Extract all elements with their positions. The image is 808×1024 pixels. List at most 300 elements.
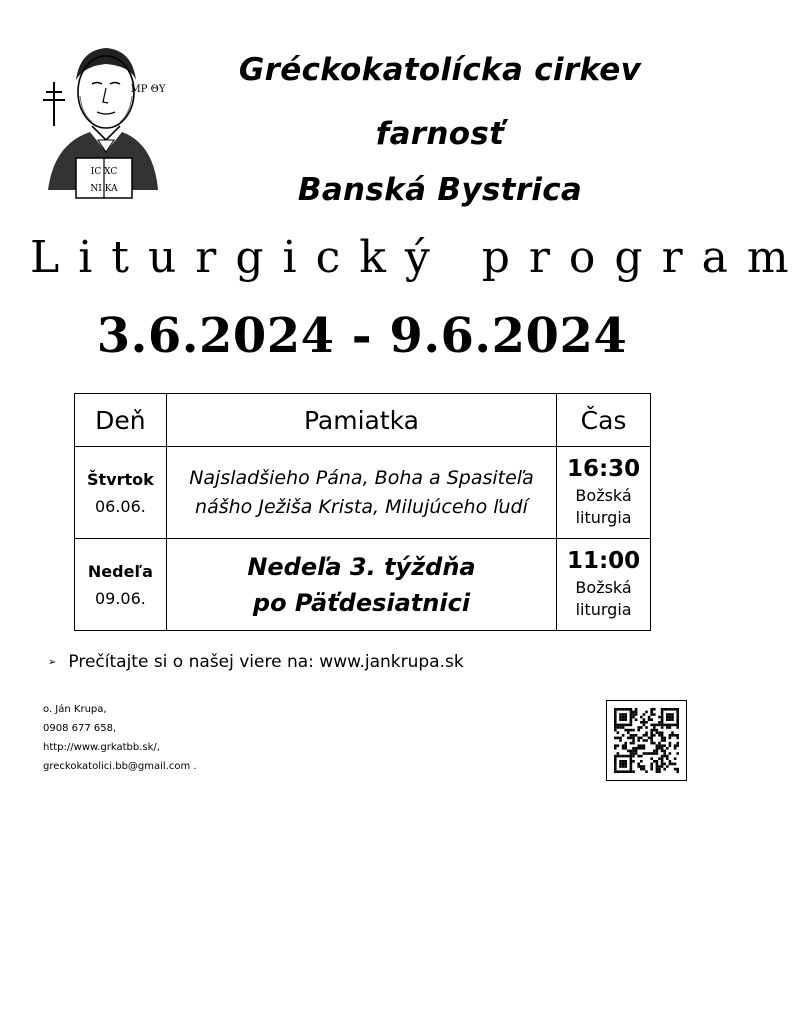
qr-module (661, 718, 664, 721)
qr-module (624, 744, 627, 747)
qr-module (653, 750, 656, 753)
qr-module (658, 731, 661, 734)
header-day: Deň (75, 394, 167, 447)
qr-module (632, 734, 635, 737)
qr-module (650, 729, 653, 732)
qr-module (661, 757, 664, 760)
qr-module (650, 765, 653, 768)
qr-module (669, 716, 672, 719)
program-title: Liturgický program (30, 232, 808, 283)
qr-module (619, 708, 622, 711)
qr-module (614, 711, 617, 714)
qr-module (624, 747, 627, 750)
memorial-line: po Päťdesiatnici (252, 588, 471, 617)
qr-module (622, 718, 625, 721)
qr-module (674, 768, 677, 771)
qr-module (627, 724, 630, 727)
table-row (75, 539, 651, 631)
qr-module (627, 750, 630, 753)
qr-module (640, 744, 643, 747)
qr-module (663, 737, 666, 740)
qr-module (643, 718, 646, 721)
qr-module (614, 729, 617, 732)
qr-module (661, 731, 664, 734)
qr-module (663, 744, 666, 747)
qr-module (671, 731, 674, 734)
qr-module (658, 747, 661, 750)
memorial-line: Najsladšieho Pána, Boha a Spasiteľa (189, 466, 534, 489)
qr-module (627, 755, 630, 758)
qr-module (666, 755, 669, 758)
qr-module (648, 718, 651, 721)
qr-module (650, 737, 653, 740)
qr-module (617, 755, 620, 758)
qr-module (614, 718, 617, 721)
qr-module (676, 721, 679, 724)
qr-module (645, 726, 648, 729)
qr-module (619, 718, 622, 721)
qr-module (666, 726, 669, 729)
qr-module (619, 716, 622, 719)
qr-module (637, 726, 640, 729)
qr-module (648, 737, 651, 740)
qr-module (630, 729, 633, 732)
qr-module (653, 713, 656, 716)
info-text[interactable]: Prečítajte si o našej viere na: www.jankrupa.sk (68, 652, 464, 672)
qr-module (661, 734, 664, 737)
qr-module (656, 729, 659, 732)
qr-module (624, 760, 627, 763)
service-name: liturgia (575, 508, 632, 527)
qr-module (653, 752, 656, 755)
qr-module (614, 757, 617, 760)
contact-block (43, 700, 197, 776)
qr-module (630, 718, 633, 721)
book-text-bottom: NI KA (90, 184, 118, 194)
qr-module (632, 739, 635, 742)
qr-module (650, 757, 653, 760)
qr-module (622, 770, 625, 773)
qr-module (661, 713, 664, 716)
qr-module (658, 770, 661, 773)
qr-module (630, 770, 633, 773)
qr-module (643, 713, 646, 716)
qr-module (632, 750, 635, 753)
day-cell (75, 447, 167, 539)
qr-module (635, 711, 638, 714)
qr-module (614, 765, 617, 768)
qr-module (650, 711, 653, 714)
qr-module (637, 763, 640, 766)
qr-module (637, 755, 640, 758)
contact-name: o. Ján Krupa, (43, 704, 107, 715)
qr-module (674, 763, 677, 766)
qr-module (630, 757, 633, 760)
qr-module (656, 752, 659, 755)
qr-module (619, 763, 622, 766)
qr-module (622, 765, 625, 768)
header-time: Čas (557, 394, 651, 447)
qr-module (622, 724, 625, 727)
qr-module (637, 729, 640, 732)
qr-module (669, 708, 672, 711)
qr-module (661, 750, 664, 753)
monogram-text: MP ΘY (130, 84, 166, 95)
qr-module (656, 760, 659, 763)
qr-module (614, 768, 617, 771)
qr-module (661, 711, 664, 714)
qr-module (622, 734, 625, 737)
qr-module (622, 747, 625, 750)
qr-module (643, 739, 646, 742)
info-line (48, 652, 464, 672)
schedule-table (74, 393, 651, 631)
book-text-top: IC XC (90, 167, 118, 177)
qr-module (658, 742, 661, 745)
qr-module (674, 757, 677, 760)
qr-module (627, 737, 630, 740)
service-name: liturgia (575, 600, 632, 619)
qr-module (645, 770, 648, 773)
day-name: Štvrtok (87, 469, 154, 489)
qr-module (658, 744, 661, 747)
qr-module (676, 708, 679, 711)
qr-module (630, 716, 633, 719)
service-name: Božská (575, 578, 632, 597)
memorial-line: nášho Ježiša Krista, Milujúceho ľudí (195, 495, 528, 518)
qr-module (635, 750, 638, 753)
qr-module (619, 760, 622, 763)
qr-module (653, 742, 656, 745)
qr-module (619, 713, 622, 716)
qr-module (650, 768, 653, 771)
qr-module (671, 734, 674, 737)
qr-module (635, 734, 638, 737)
qr-module (671, 718, 674, 721)
header-memorial: Pamiatka (166, 394, 556, 447)
qr-module (663, 724, 666, 727)
time-cell (557, 539, 651, 631)
qr-module (624, 755, 627, 758)
qr-module (630, 760, 633, 763)
qr-module (630, 721, 633, 724)
qr-module (622, 716, 625, 719)
qr-module (645, 739, 648, 742)
qr-module (619, 765, 622, 768)
qr-module (630, 724, 633, 727)
qr-module (650, 708, 653, 711)
qr-module (658, 734, 661, 737)
qr-module (656, 731, 659, 734)
qr-module (676, 742, 679, 745)
qr-module (637, 739, 640, 742)
qr-module (622, 744, 625, 747)
qr-module (630, 742, 633, 745)
qr-module (676, 768, 679, 771)
qr-module (671, 708, 674, 711)
qr-module (622, 726, 625, 729)
qr-module (630, 752, 633, 755)
qr-module (674, 747, 677, 750)
day-date: 09.06. (94, 588, 146, 608)
qr-module (643, 765, 646, 768)
time-value: 16:30 (566, 456, 641, 482)
qr-module (671, 724, 674, 727)
qr-module (650, 763, 653, 766)
qr-module (669, 713, 672, 716)
qr-module (632, 716, 635, 719)
qr-module (614, 713, 617, 716)
qr-module (617, 708, 620, 711)
qr-module (656, 763, 659, 766)
qr-module (617, 731, 620, 734)
qr-module (656, 747, 659, 750)
qr-module (658, 765, 661, 768)
qr-module (650, 739, 653, 742)
qr-module (643, 744, 646, 747)
qr-module (669, 752, 672, 755)
qr-module (635, 747, 638, 750)
qr-module (617, 744, 620, 747)
qr-module (622, 708, 625, 711)
contact-email[interactable]: greckokatolici.bb@gmail.com . (43, 761, 197, 772)
qr-module (614, 737, 617, 740)
qr-module (666, 718, 669, 721)
qr-module (624, 729, 627, 732)
qr-module (614, 760, 617, 763)
qr-module (676, 752, 679, 755)
date-range: 3.6.2024 - 9.6.2024 (96, 308, 628, 364)
qr-module (643, 768, 646, 771)
time-value: 11:00 (566, 548, 641, 574)
qr-module (640, 765, 643, 768)
qr-module (617, 726, 620, 729)
qr-module (630, 734, 633, 737)
qr-module (676, 711, 679, 714)
qr-module (666, 724, 669, 727)
qr-module (669, 760, 672, 763)
qr-module (666, 747, 669, 750)
qr-module (676, 770, 679, 773)
qr-module (661, 763, 664, 766)
qr-module (637, 737, 640, 740)
qr-module (656, 744, 659, 747)
qr-module (630, 737, 633, 740)
qr-module (614, 708, 617, 711)
qr-module (663, 708, 666, 711)
qr-module (624, 716, 627, 719)
qr-module (645, 752, 648, 755)
day-date: 06.06. (94, 496, 146, 516)
saint-portrait-icon (40, 40, 166, 215)
qr-module (624, 742, 627, 745)
qr-module (658, 768, 661, 771)
qr-module (632, 747, 635, 750)
qr-module (622, 760, 625, 763)
qr-module (622, 755, 625, 758)
qr-module (676, 726, 679, 729)
qr-module (669, 726, 672, 729)
qr-module (617, 724, 620, 727)
qr-module (637, 765, 640, 768)
qr-module (614, 763, 617, 766)
qr-module (632, 770, 635, 773)
qr-module (656, 768, 659, 771)
contact-phone: 0908 677 658, (43, 723, 117, 734)
qr-module (632, 760, 635, 763)
qr-module (637, 747, 640, 750)
qr-module (643, 734, 646, 737)
qr-module (617, 737, 620, 740)
qr-module (632, 713, 635, 716)
qr-module (650, 742, 653, 745)
qr-module (669, 718, 672, 721)
qr-module (645, 721, 648, 724)
qr-module (661, 724, 664, 727)
qr-module (674, 744, 677, 747)
header-church-name: Gréckokatolícka cirkev (238, 52, 642, 88)
table-header-row (75, 394, 651, 447)
qr-module (648, 752, 651, 755)
qr-module (658, 724, 661, 727)
qr-module (614, 724, 617, 727)
qr-module (624, 713, 627, 716)
qr-module (661, 708, 664, 711)
qr-module (643, 724, 646, 727)
qr-module (666, 757, 669, 760)
memorial-cell (166, 447, 556, 539)
qr-module (669, 744, 672, 747)
qr-module (674, 708, 677, 711)
qr-module (640, 726, 643, 729)
qr-module (661, 726, 664, 729)
qr-module (650, 731, 653, 734)
qr-module (653, 708, 656, 711)
qr-module (653, 760, 656, 763)
qr-module (648, 716, 651, 719)
header-city: Banská Bystrica (297, 172, 583, 208)
qr-module (619, 737, 622, 740)
qr-module (635, 713, 638, 716)
qr-module (650, 734, 653, 737)
contact-website[interactable]: http://www.grkatbb.sk/, (43, 742, 160, 753)
qr-module (666, 708, 669, 711)
qr-module (630, 713, 633, 716)
qr-module (661, 744, 664, 747)
qr-module (658, 721, 661, 724)
qr-module (640, 760, 643, 763)
qr-module (676, 744, 679, 747)
qr-code-icon[interactable] (606, 700, 687, 781)
qr-module (637, 744, 640, 747)
qr-module (658, 716, 661, 719)
qr-module (627, 729, 630, 732)
qr-module (656, 750, 659, 753)
qr-module (643, 752, 646, 755)
qr-module (669, 737, 672, 740)
qr-module (645, 731, 648, 734)
qr-module (632, 711, 635, 714)
qr-module (627, 731, 630, 734)
qr-module (669, 742, 672, 745)
qr-module (676, 737, 679, 740)
qr-module (619, 724, 622, 727)
qr-module (676, 716, 679, 719)
header-parish: farnosť (375, 116, 505, 152)
qr-module (624, 765, 627, 768)
qr-module (632, 737, 635, 740)
qr-module (645, 734, 648, 737)
qr-module (622, 763, 625, 766)
qr-module (674, 724, 677, 727)
qr-module (624, 763, 627, 766)
qr-module (630, 711, 633, 714)
qr-module (640, 737, 643, 740)
qr-module (630, 765, 633, 768)
qr-module (627, 770, 630, 773)
qr-module (635, 708, 638, 711)
qr-module (663, 768, 666, 771)
qr-module (663, 739, 666, 742)
qr-module (663, 763, 666, 766)
service-name: Božská (575, 486, 632, 505)
qr-module (661, 737, 664, 740)
qr-module (656, 724, 659, 727)
qr-module (643, 747, 646, 750)
qr-module (671, 763, 674, 766)
qr-module (650, 718, 653, 721)
qr-module (632, 752, 635, 755)
qr-module (630, 763, 633, 766)
qr-module (635, 718, 638, 721)
qr-module (669, 763, 672, 766)
qr-module (666, 716, 669, 719)
qr-module (666, 713, 669, 716)
qr-module (671, 713, 674, 716)
qr-module (630, 750, 633, 753)
qr-module (614, 744, 617, 747)
qr-module (624, 770, 627, 773)
qr-module (645, 711, 648, 714)
qr-module (676, 713, 679, 716)
qr-module (674, 734, 677, 737)
qr-module (617, 752, 620, 755)
qr-module (640, 755, 643, 758)
qr-module (661, 739, 664, 742)
qr-module (656, 765, 659, 768)
qr-module (640, 768, 643, 771)
qr-module (619, 726, 622, 729)
qr-module (632, 755, 635, 758)
qr-module (676, 734, 679, 737)
qr-module (650, 713, 653, 716)
qr-module (614, 770, 617, 773)
qr-module (650, 724, 653, 727)
day-name: Nedeľa (87, 561, 153, 581)
qr-module (661, 755, 664, 758)
qr-module (630, 755, 633, 758)
qr-module (653, 726, 656, 729)
qr-module (669, 734, 672, 737)
qr-module (666, 765, 669, 768)
qr-module (635, 752, 638, 755)
qr-module (630, 708, 633, 711)
qr-module (653, 734, 656, 737)
qr-module (619, 755, 622, 758)
qr-module (627, 708, 630, 711)
qr-module (663, 755, 666, 758)
day-cell (75, 539, 167, 631)
